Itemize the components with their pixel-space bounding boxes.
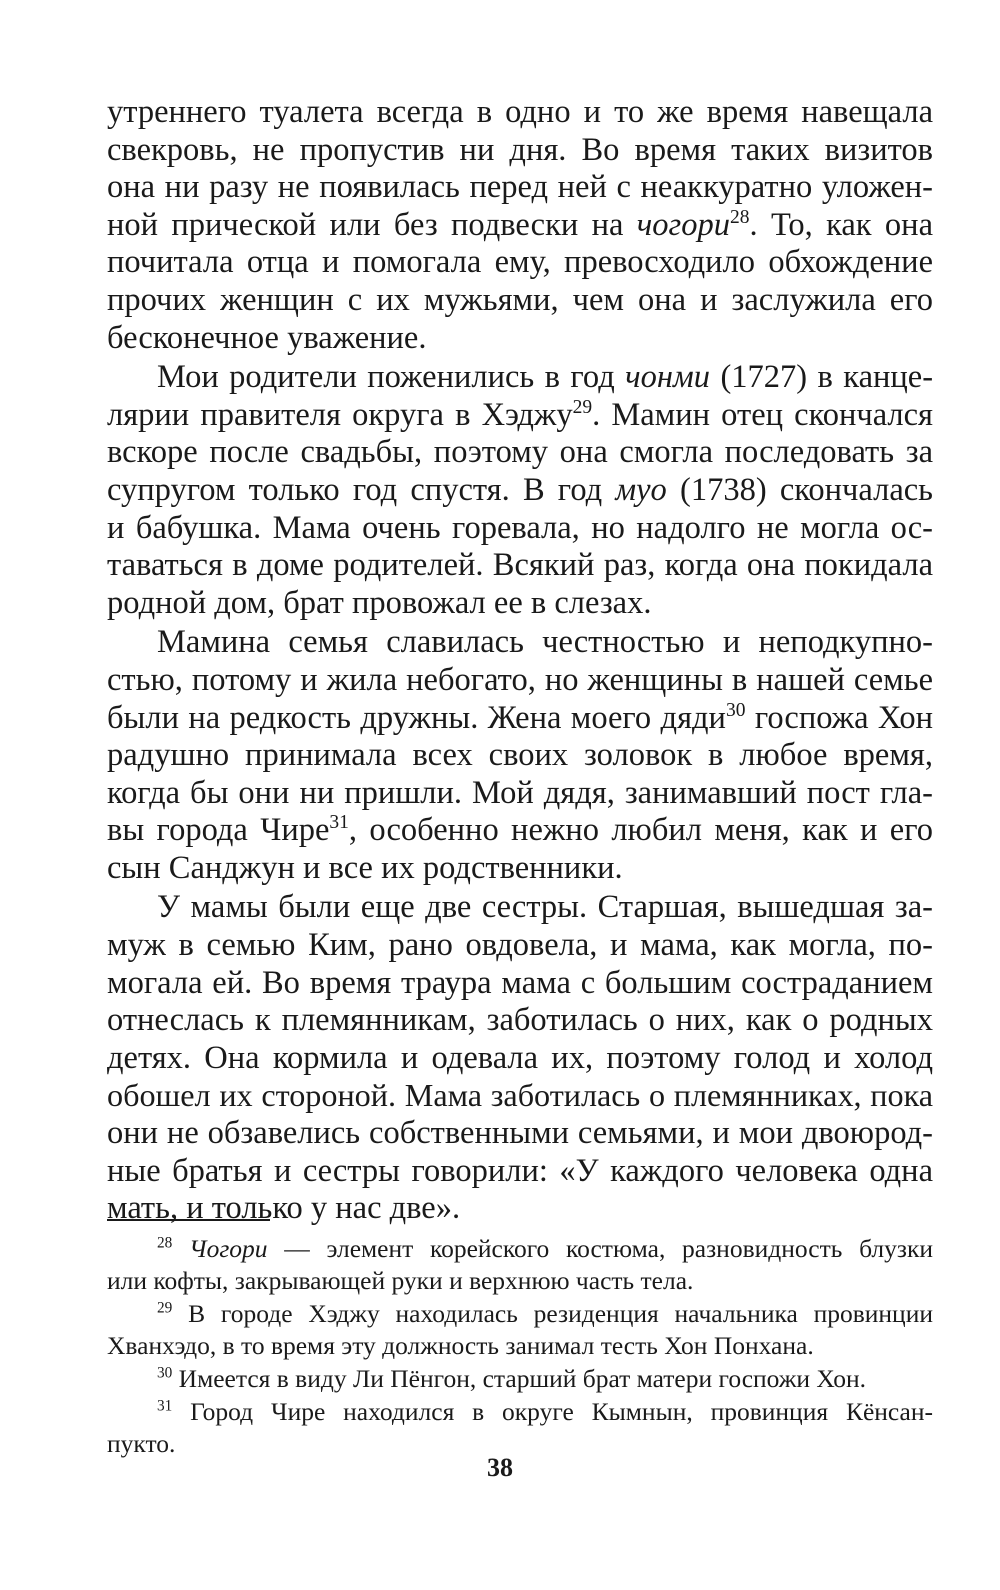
text-line: когда бы они ни пришли. Мой дядя, занимавший пост гла- (107, 774, 933, 811)
footnote-line (107, 1298, 933, 1330)
text-line: прочих женщин с их мужьями, чем она и заслужила его (107, 281, 933, 318)
text-line (107, 397, 933, 435)
text-line: детях. Она кормила и одевала их, поэтому голод и холод (107, 1039, 933, 1076)
text-line (107, 700, 933, 738)
text-run: , особенно нежно любил меня, как и его (348, 812, 934, 849)
text-line: таваться в доме родителей. Всякий раз, когда она покидала (107, 547, 933, 584)
italic-term: чонми (625, 359, 711, 396)
footnote-28 (107, 1233, 933, 1297)
text-line: стью, потому и жила небогато, но женщины в нашей семье (107, 661, 933, 698)
footnote-ref: 29 (572, 396, 593, 418)
text-line: муж в семью Ким, рано овдовела, и мама, как могла, по- (107, 927, 933, 964)
text-line: свекровь, не пропустив ни дня. Во время таких визитов (107, 131, 933, 168)
text-line: бесконечное уважение. (107, 319, 427, 356)
text-run: Имеется в виду Ли Пёнгон, старший брат матери госпожи Хон. (178, 1364, 867, 1393)
text-line: обошел их стороной. Мама заботилась о племянниках, пока (107, 1077, 933, 1114)
footnote-line (107, 1233, 933, 1265)
text-run: (1738) скончалась (680, 471, 934, 508)
text-run: супругом только год спустя. В год (107, 471, 603, 508)
footnote-number: 31 (157, 1397, 173, 1415)
main-text (107, 94, 933, 1228)
text-line: У мамы были еще две сестры. Старшая, вышедшая за- (157, 889, 933, 926)
text-line: родной дом, брат провожал ее в слезах. (107, 584, 652, 621)
text-run: ной прической или без подвески на (107, 206, 624, 243)
footnote-line (107, 1363, 933, 1395)
text-line: мать, и только у нас две». (107, 1190, 461, 1227)
text-line (107, 472, 933, 510)
text-run: Мои родители поженились в год (157, 359, 615, 396)
text-line: вскоре после свадьбы, поэтому она смогла последовать за (107, 434, 933, 471)
footnote-30 (107, 1363, 933, 1395)
text-run: вы города Чире (107, 812, 330, 849)
text-run: лярии правителя округа в Хэджу (107, 396, 573, 433)
footnote-number: 29 (157, 1299, 173, 1317)
footnote-line (107, 1396, 933, 1428)
footnote-term: Чогори (189, 1234, 268, 1263)
footnote-ref: 30 (725, 699, 746, 721)
text-run: Город Чире находился в округе Кымнын, провинция Кёнсан- (190, 1397, 933, 1426)
text-line: сын Санджун и все их родственники. (107, 849, 623, 886)
text-run: В городе Хэджу находилась резиденция начальника провинции (188, 1299, 933, 1328)
text-run: были на редкость дружны. Жена моего дяди (107, 699, 726, 736)
text-line: могала ей. Во время траура мама с большим состраданием (107, 964, 933, 1001)
footnotes (107, 1233, 933, 1460)
footnote-divider (107, 1219, 270, 1221)
footnote-ref: 31 (329, 812, 349, 834)
footnote-number: 28 (157, 1234, 173, 1252)
footnote-ref: 28 (729, 206, 750, 228)
text-run: госпожа Хон (745, 699, 933, 736)
italic-term: чогори (636, 206, 730, 243)
paragraph-1 (107, 94, 933, 357)
italic-term: муо (615, 471, 667, 508)
paragraph-3 (107, 624, 933, 887)
text-run: (1727) в канце- (720, 359, 934, 396)
footnote-line: Хванхэдо, в то время эту должность занимал тесть Хон Понхана. (107, 1331, 814, 1360)
text-line: Мамина семья славилась честностью и неподкупно- (157, 624, 933, 661)
text-line: они не обзавелись собственными семьями, и мои двоюрод- (107, 1115, 933, 1152)
text-line: ные братья и сестры говорили: «У каждого человека одна (107, 1152, 933, 1189)
footnote-line: пукто. (107, 1429, 176, 1458)
text-line: и бабушка. Мама очень горевала, но надолго не могла ос- (107, 509, 933, 546)
text-line: отнеслась к племянникам, заботилась о них, как о родных (107, 1002, 933, 1039)
footnote-29 (107, 1298, 933, 1362)
footnote-31 (107, 1396, 933, 1460)
footnote-number: 30 (157, 1364, 173, 1382)
text-line: она ни разу не появилась перед ней с неаккуратно уложен- (107, 169, 933, 206)
footnote-line: или кофты, закрывающей руки и верхнюю часть тела. (107, 1266, 694, 1295)
text-line: почитала отца и помогала ему, превосходило обхождение (107, 244, 933, 281)
text-line (107, 359, 933, 397)
text-line (107, 812, 933, 850)
text-line: утреннего туалета всегда в одно и то же время навещала (107, 94, 933, 130)
text-line: радушно принимала всех своих золовок в любое время, (107, 737, 933, 774)
page-number: 38 (487, 1453, 513, 1482)
text-run: . То, как она (749, 206, 933, 243)
text-run: — элемент корейского костюма, разновидность блузки (267, 1234, 934, 1263)
text-line (107, 207, 933, 245)
text-run: . Мамин отец скончался (592, 396, 934, 433)
paragraph-2 (107, 359, 933, 622)
paragraph-4 (107, 889, 933, 1227)
